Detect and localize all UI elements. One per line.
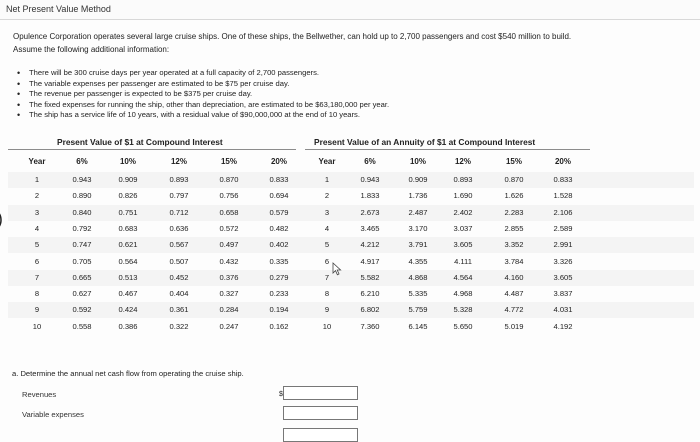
variable-expenses-input[interactable] bbox=[283, 406, 358, 420]
assumption-item: • There will be 300 cruise days per year operated at a full capacity of 2,700 passengers. bbox=[15, 68, 655, 79]
annuity-table-cell: 4.487 bbox=[504, 289, 524, 299]
assumption-item: • The revenue per passenger is expected to be $375 per cruise day. bbox=[15, 89, 655, 100]
annuity-table-cell: 3.784 bbox=[504, 256, 524, 266]
annuity-table-cell: 4.160 bbox=[504, 272, 524, 282]
annuity-table-cell: 3.837 bbox=[553, 289, 573, 299]
pv-table-cell: 0.621 bbox=[118, 240, 138, 250]
pv-table-cell: 0.452 bbox=[169, 272, 189, 282]
annuity-table-cell: 3.465 bbox=[360, 223, 380, 233]
pv-table-cell: 0.893 bbox=[169, 175, 189, 184]
revenues-input[interactable] bbox=[283, 386, 358, 400]
annuity-table-cell: 4.031 bbox=[553, 305, 573, 315]
pv-table-cell: 0.386 bbox=[118, 321, 138, 331]
annuity-table-cell: 5.650 bbox=[453, 321, 473, 331]
pv-table-cell: 0.840 bbox=[72, 207, 92, 217]
annuity-table-cell: 1.736 bbox=[408, 191, 428, 201]
pv-table-cell: 0.335 bbox=[269, 256, 289, 266]
annuity-table-cell: 4.564 bbox=[453, 272, 473, 282]
annuity-column-header: 15% bbox=[505, 157, 522, 166]
pv-table-cell: 0.943 bbox=[72, 175, 92, 184]
pv-table-rule bbox=[8, 149, 296, 150]
annuity-table-cell: 8 bbox=[324, 289, 330, 299]
pv-table-cell: 6 bbox=[34, 256, 40, 266]
pv-table-cell: 0.567 bbox=[169, 240, 189, 250]
pv-table-cell: 0.322 bbox=[169, 321, 189, 331]
pv-table-cell: 0.909 bbox=[118, 175, 138, 184]
pv-table-cell: 0.826 bbox=[118, 191, 138, 201]
annuity-table-cell: 0.870 bbox=[504, 175, 524, 184]
assumption-item: • The ship has a service life of 10 years, with a residual value of $90,000,000 at the end of 10 years. bbox=[15, 110, 655, 121]
annuity-table-cell: 4.111 bbox=[454, 256, 472, 266]
annuity-table-cell: 0.893 bbox=[453, 175, 473, 184]
pv-table-cell: 0.482 bbox=[269, 223, 289, 233]
annuity-table-title: Present Value of an Annuity of $1 at Compound Interest bbox=[314, 137, 536, 147]
pv-table-cell: 0.558 bbox=[72, 321, 92, 331]
annuity-column-header: Year bbox=[318, 157, 336, 166]
pv-table-title: Present Value of $1 at Compound Interest bbox=[57, 137, 223, 147]
variable-expenses-label: Variable expenses bbox=[22, 410, 84, 419]
pv-table-cell: 0.572 bbox=[219, 223, 239, 233]
question-a: a. Determine the annual net cash flow from operating the cruise ship. bbox=[12, 369, 244, 378]
pv-table-cell: 1 bbox=[34, 175, 40, 184]
pv-table-cell: 0.756 bbox=[219, 191, 239, 201]
annuity-table-cell: 2.402 bbox=[453, 207, 473, 217]
problem-intro bbox=[13, 30, 693, 56]
annuity-table-cell: 4.868 bbox=[408, 272, 428, 282]
currency-symbol: $ bbox=[279, 391, 283, 398]
pv-table-cell: 0.497 bbox=[219, 240, 239, 250]
pv-table-cell: 0.424 bbox=[118, 305, 138, 315]
pv-table-cell: 0.890 bbox=[72, 191, 92, 201]
annuity-table-cell: 1.626 bbox=[504, 191, 524, 201]
annuity-table-cell: 3 bbox=[324, 207, 330, 217]
annuity-table-cell: 3.791 bbox=[408, 240, 428, 250]
pv-table-cell: 0.432 bbox=[219, 256, 239, 266]
annuity-table-cell: 4.968 bbox=[453, 289, 473, 299]
pv-table-cell: 0.833 bbox=[269, 175, 289, 184]
annuity-table-cell: 4.917 bbox=[360, 256, 380, 266]
pv-table-cell: 0.592 bbox=[72, 305, 92, 315]
pv-table-cell: 0.284 bbox=[219, 305, 239, 315]
pv-table-cell: 9 bbox=[34, 305, 40, 315]
pv-table-cell: 0.683 bbox=[118, 223, 138, 233]
annuity-column-header: 6% bbox=[364, 157, 376, 166]
assumption-item: • The variable expenses per passenger are estimated to be $75 per cruise day. bbox=[15, 79, 655, 90]
pv-table-cell: 0.665 bbox=[72, 272, 92, 282]
annuity-table-cell: 2 bbox=[324, 191, 330, 201]
annuity-table-cell: 1 bbox=[324, 175, 330, 184]
annuity-column-header: 12% bbox=[454, 157, 471, 166]
annuity-table-cell: 5 bbox=[324, 240, 330, 250]
pv-table-cell: 0.712 bbox=[169, 207, 189, 217]
annuity-table-cell: 2.106 bbox=[553, 207, 573, 217]
pv-table-cell: 0.404 bbox=[169, 289, 189, 299]
pv-table-cell: 3 bbox=[34, 207, 40, 217]
pv-table-cell: 0.194 bbox=[269, 305, 289, 315]
pv-table-cell: 0.627 bbox=[72, 289, 92, 299]
annuity-table-cell: 3.605 bbox=[453, 240, 473, 250]
annuity-table-cell: 3.605 bbox=[553, 272, 573, 282]
assumption-item: • The fixed expenses for running the ship, other than depreciation, are estimated to be $63,180,000 per year. bbox=[15, 100, 655, 111]
pv-table-cell: 0.797 bbox=[169, 191, 189, 201]
pv-table-cell: 0.233 bbox=[269, 289, 289, 299]
pv-table-cell: 0.564 bbox=[118, 256, 138, 266]
pv-column-header: 15% bbox=[220, 157, 237, 166]
scroll-edge-icon bbox=[0, 207, 8, 233]
pv-table-cell: 0.636 bbox=[169, 223, 189, 233]
pv-table-cell: 0.513 bbox=[118, 272, 138, 282]
revenues-label: Revenues bbox=[22, 390, 57, 399]
annuity-table-cell: 4.192 bbox=[553, 321, 573, 331]
pv-table-cell: 0.694 bbox=[269, 191, 289, 201]
annuity-table-cell: 7 bbox=[324, 272, 330, 282]
fixed-expenses-input[interactable] bbox=[283, 428, 358, 442]
annuity-table-cell: 6 bbox=[324, 256, 330, 266]
pv-table-cell: 0.705 bbox=[72, 256, 92, 266]
pv-table-cell: 0.279 bbox=[269, 272, 289, 282]
annuity-table-cell: 9 bbox=[324, 305, 330, 315]
annuity-table-cell: 5.582 bbox=[360, 272, 380, 282]
pv-table-cell: 0.361 bbox=[169, 305, 189, 315]
annuity-table-cell: 3.326 bbox=[553, 256, 573, 266]
annuity-table-cell: 5.335 bbox=[408, 289, 428, 299]
pv-table-cell: 8 bbox=[34, 289, 40, 299]
annuity-table-cell: 5.759 bbox=[408, 305, 428, 315]
annuity-table-cell: 1.528 bbox=[553, 191, 573, 201]
annuity-table-cell: 2.673 bbox=[360, 207, 380, 217]
annuity-table-cell: 3.352 bbox=[504, 240, 524, 250]
annuity-table-cell: 6.802 bbox=[360, 305, 380, 315]
pv-column-header: 10% bbox=[119, 157, 136, 166]
pv-table-cell: 7 bbox=[34, 272, 40, 282]
pv-table-cell: 0.162 bbox=[269, 321, 289, 331]
pv-table-cell: 0.507 bbox=[169, 256, 189, 266]
mouse-cursor-icon bbox=[332, 262, 342, 276]
annuity-table-cell: 4 bbox=[324, 223, 330, 233]
intro-line-2: Assume the following additional information: bbox=[13, 45, 170, 54]
annuity-table-cell: 5.019 bbox=[504, 321, 524, 331]
annuity-table-cell: 4.772 bbox=[504, 305, 524, 315]
pv-table-cell: 0.579 bbox=[269, 207, 289, 217]
annuity-table-cell: 2.589 bbox=[553, 223, 573, 233]
annuity-table-cell: 0.909 bbox=[408, 175, 428, 184]
pv-column-header: 20% bbox=[270, 157, 287, 166]
pv-table-cell: 0.658 bbox=[219, 207, 239, 217]
annuity-table-cell: 10 bbox=[322, 321, 332, 331]
pv-table-cell: 0.870 bbox=[219, 175, 239, 184]
annuity-table-cell: 2.855 bbox=[504, 223, 524, 233]
page-title: Net Present Value Method bbox=[6, 4, 111, 14]
annuity-table-cell: 2.487 bbox=[408, 207, 428, 217]
pv-table-cell: 4 bbox=[34, 223, 40, 233]
pv-table-cell: 10 bbox=[32, 321, 42, 331]
pv-table-cell: 0.751 bbox=[118, 207, 138, 217]
annuity-table-cell: 0.943 bbox=[360, 175, 380, 184]
annuity-table-rule bbox=[305, 149, 590, 150]
annuity-table-cell: 4.212 bbox=[360, 240, 380, 250]
annuity-table-cell: 3.037 bbox=[453, 223, 473, 233]
annuity-table-cell: 7.360 bbox=[360, 321, 380, 331]
annuity-table-cell: 6.145 bbox=[408, 321, 428, 331]
annuity-table-cell: 1.690 bbox=[453, 191, 473, 201]
pv-table-cell: 0.747 bbox=[72, 240, 92, 250]
pv-table-cell: 0.247 bbox=[219, 321, 239, 331]
annuity-table-cell: 0.833 bbox=[553, 175, 573, 184]
annuity-table-cell: 5.328 bbox=[453, 305, 473, 315]
intro-line-1: Opulence Corporation operates several large cruise ships. One of these ships, the Bellwether, can hold up to 2,700 passengers and cost $540 million to build. bbox=[13, 32, 572, 41]
pv-column-header: Year bbox=[28, 157, 46, 166]
pv-table-cell: 0.376 bbox=[219, 272, 239, 282]
pv-table-cell: 0.467 bbox=[118, 289, 138, 299]
pv-table-cell: 0.402 bbox=[269, 240, 289, 250]
annuity-column-header: 20% bbox=[554, 157, 571, 166]
assumption-list bbox=[15, 68, 655, 121]
annuity-column-header: 10% bbox=[409, 157, 426, 166]
pv-table-cell: 0.327 bbox=[219, 289, 239, 299]
pv-table-cell: 2 bbox=[34, 191, 40, 201]
annuity-table-cell: 4.355 bbox=[408, 256, 428, 266]
pv-table-cell: 0.792 bbox=[72, 223, 92, 233]
annuity-table-cell: 3.170 bbox=[408, 223, 428, 233]
pv-table-cell: 5 bbox=[34, 240, 40, 250]
annuity-table-cell: 2.991 bbox=[553, 240, 573, 250]
annuity-table-cell: 1.833 bbox=[360, 191, 380, 201]
annuity-table-cell: 6.210 bbox=[360, 289, 380, 299]
page-header bbox=[0, 0, 700, 20]
pv-column-header: 6% bbox=[76, 157, 88, 166]
annuity-table-cell: 2.283 bbox=[504, 207, 524, 217]
pv-column-header: 12% bbox=[170, 157, 187, 166]
